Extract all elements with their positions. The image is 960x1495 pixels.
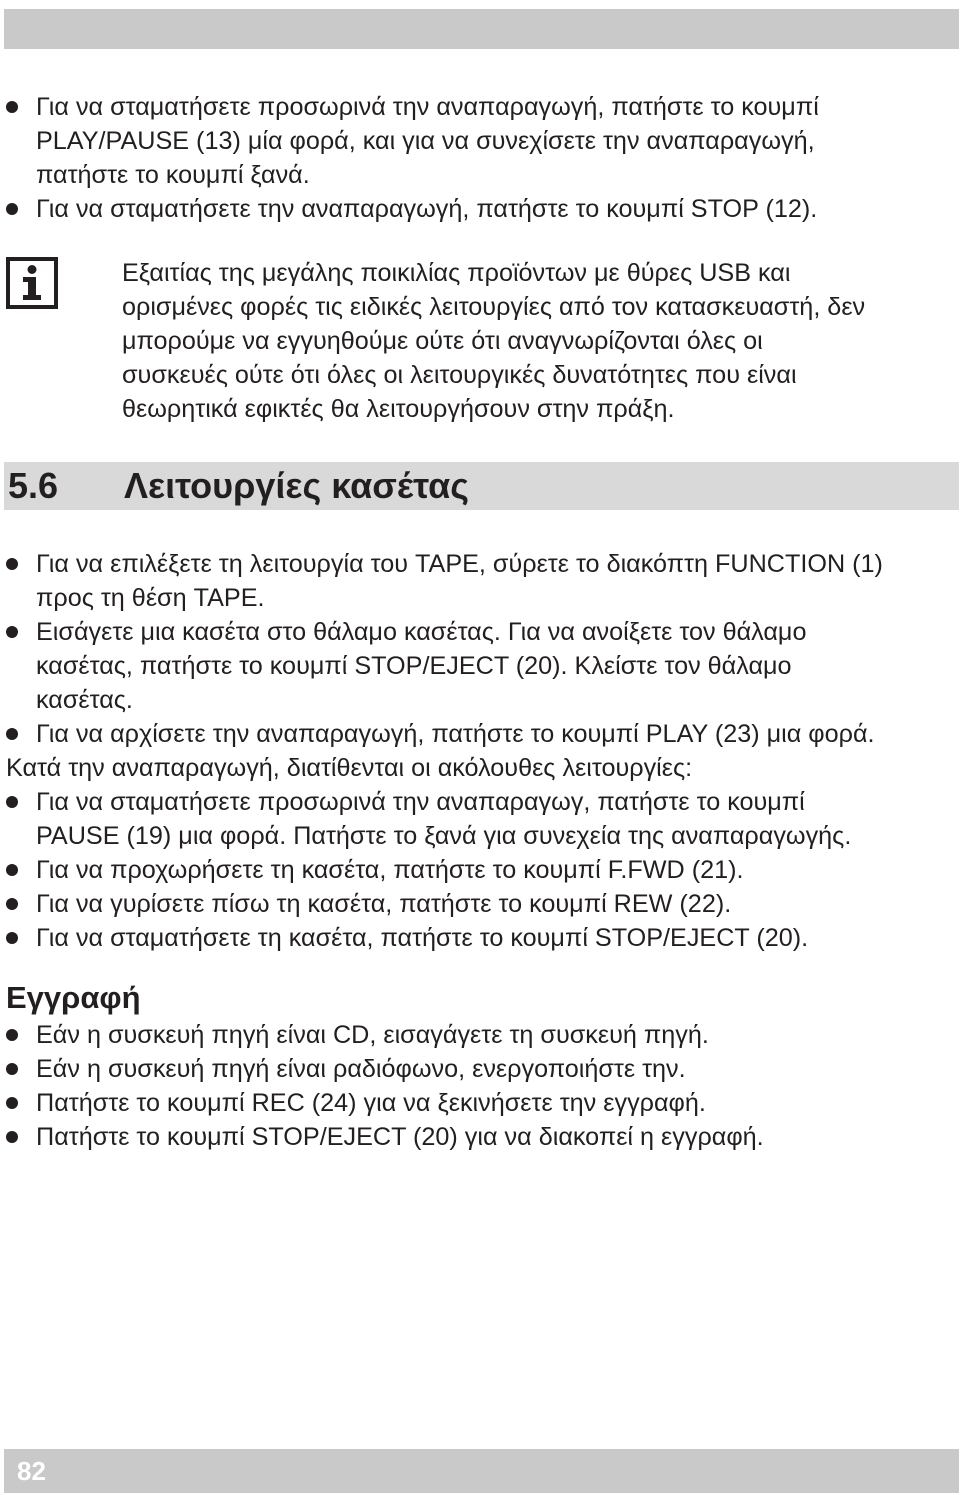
bullet-icon [6, 728, 18, 740]
list-item [6, 887, 851, 921]
list-item-line: Για να σταματήσετε προσωρινά την αναπαραγωγή, πατήστε το κουμπί [36, 93, 819, 121]
list-item-line: κασέτας, πατήστε το κουμπί STOP/EJECT (20). Κλείστε τον θάλαμο [36, 652, 792, 680]
note-line: μπορούμε να εγγυηθούμε ούτε ότι αναγνωρίζονται όλες οι [122, 327, 763, 355]
bullet-icon [6, 1131, 18, 1143]
bullet-icon [6, 626, 18, 638]
list-item-line: Εάν η συσκευή πηγή είναι ραδιόφωνο, ενεργοποιήστε την. [36, 1055, 686, 1083]
list-item-line: Για να γυρίσετε πίσω τη κασέτα, πατήστε το κουμπί REW (22). [36, 890, 732, 918]
list-item [6, 192, 819, 226]
list-item [6, 921, 851, 955]
bullet-icon [6, 558, 18, 570]
page-number: 82 [17, 1456, 46, 1486]
list-item-line: προς τη θέση TAPE. [36, 584, 265, 612]
list-item-line: Πατήστε το κουμπί REC (24) για να ξεκινήσετε την εγγραφή. [36, 1089, 706, 1117]
bullet-icon [6, 101, 18, 113]
header-bar [4, 9, 959, 49]
list-item-line: Για να προχωρήσετε τη κασέτα, πατήστε το κουμπί F.FWD (21). [36, 856, 744, 884]
playback-intro: Κατά την αναπαραγωγή, διατίθενται οι ακόλουθες λειτουργίες: [6, 754, 693, 782]
top-bullet-list [6, 90, 819, 226]
list-item [6, 1052, 764, 1086]
list-item-line: PLAY/PAUSE (13) μία φορά, και για να συνεχίσετε την αναπαραγωγή, [36, 127, 815, 155]
list-item-line: Για να σταματήσετε τη κασέτα, πατήστε το κουμπί STOP/EJECT (20). [36, 924, 809, 952]
section-title: Λειτουργίες κασέτας [124, 465, 470, 506]
list-item [6, 1086, 764, 1120]
info-icon [6, 257, 58, 309]
list-item [6, 785, 851, 853]
bullet-icon [6, 898, 18, 910]
list-item-line: Για να επιλέξετε τη λειτουργία του TAPE, σύρετε το διακόπτη FUNCTION (1) [36, 550, 883, 578]
list-item-line: Για να αρχίσετε την αναπαραγωγή, πατήστε το κουμπί PLAY (23) μια φορά. [36, 720, 875, 748]
list-item-line: Για να σταματήσετε την αναπαραγωγή, πατήστε το κουμπί STOP (12). [36, 195, 818, 223]
list-item [6, 615, 883, 717]
recording-bullet-list [6, 1018, 764, 1154]
list-item [6, 1018, 764, 1052]
note-line: συσκευές ούτε ότι όλες οι λειτουργικές δυνατότητες που είναι [122, 361, 797, 389]
list-item-line: Πατήστε το κουμπί STOP/EJECT (20) για να διακοπεί η εγγραφή. [36, 1123, 764, 1151]
list-item-line: Για να σταματήσετε προσωρινά την αναπαραγωγ, πατήστε το κουμπί [36, 788, 805, 816]
tape-bullet-list [6, 547, 883, 751]
bullet-icon [6, 864, 18, 876]
note-line: Εξαιτίας της μεγάλης ποικιλίας προϊόντων με θύρες USB και [122, 259, 791, 287]
bullet-icon [6, 1097, 18, 1109]
list-item-line: Εάν η συσκευή πηγή είναι CD, εισαγάγετε τη συσκευή πηγή. [36, 1021, 709, 1049]
playback-bullet-list [6, 785, 851, 955]
note-line: ορισμένες φορές τις ειδικές λειτουργίες από τον κατασκευαστή, δεν [122, 293, 866, 321]
usb-note [122, 256, 865, 426]
list-item-line: πατήστε το κουμπί ξανά. [36, 161, 310, 189]
list-item [6, 547, 883, 615]
bullet-icon [6, 932, 18, 944]
note-line: θεωρητικά εφικτές θα λειτουργήσουν στην πράξη. [122, 395, 675, 423]
recording-heading: Εγγραφή [6, 980, 141, 1015]
footer-bar [4, 1449, 959, 1493]
list-item [6, 90, 819, 192]
list-item [6, 1120, 764, 1154]
section-number: 5.6 [8, 465, 59, 506]
list-item-line: PAUSE (19) μια φορά. Πατήστε το ξανά για συνεχεία της αναπαραγωγής. [36, 822, 852, 850]
bullet-icon [6, 796, 18, 808]
bullet-icon [6, 203, 18, 215]
bullet-icon [6, 1029, 18, 1041]
list-item [6, 717, 883, 751]
list-item [6, 853, 851, 887]
list-item-line: Εισάγετε μια κασέτα στο θάλαμο κασέτας. Για να ανοίξετε τον θάλαμο [36, 618, 807, 646]
list-item-line: κασέτας. [36, 686, 133, 714]
bullet-icon [6, 1063, 18, 1075]
